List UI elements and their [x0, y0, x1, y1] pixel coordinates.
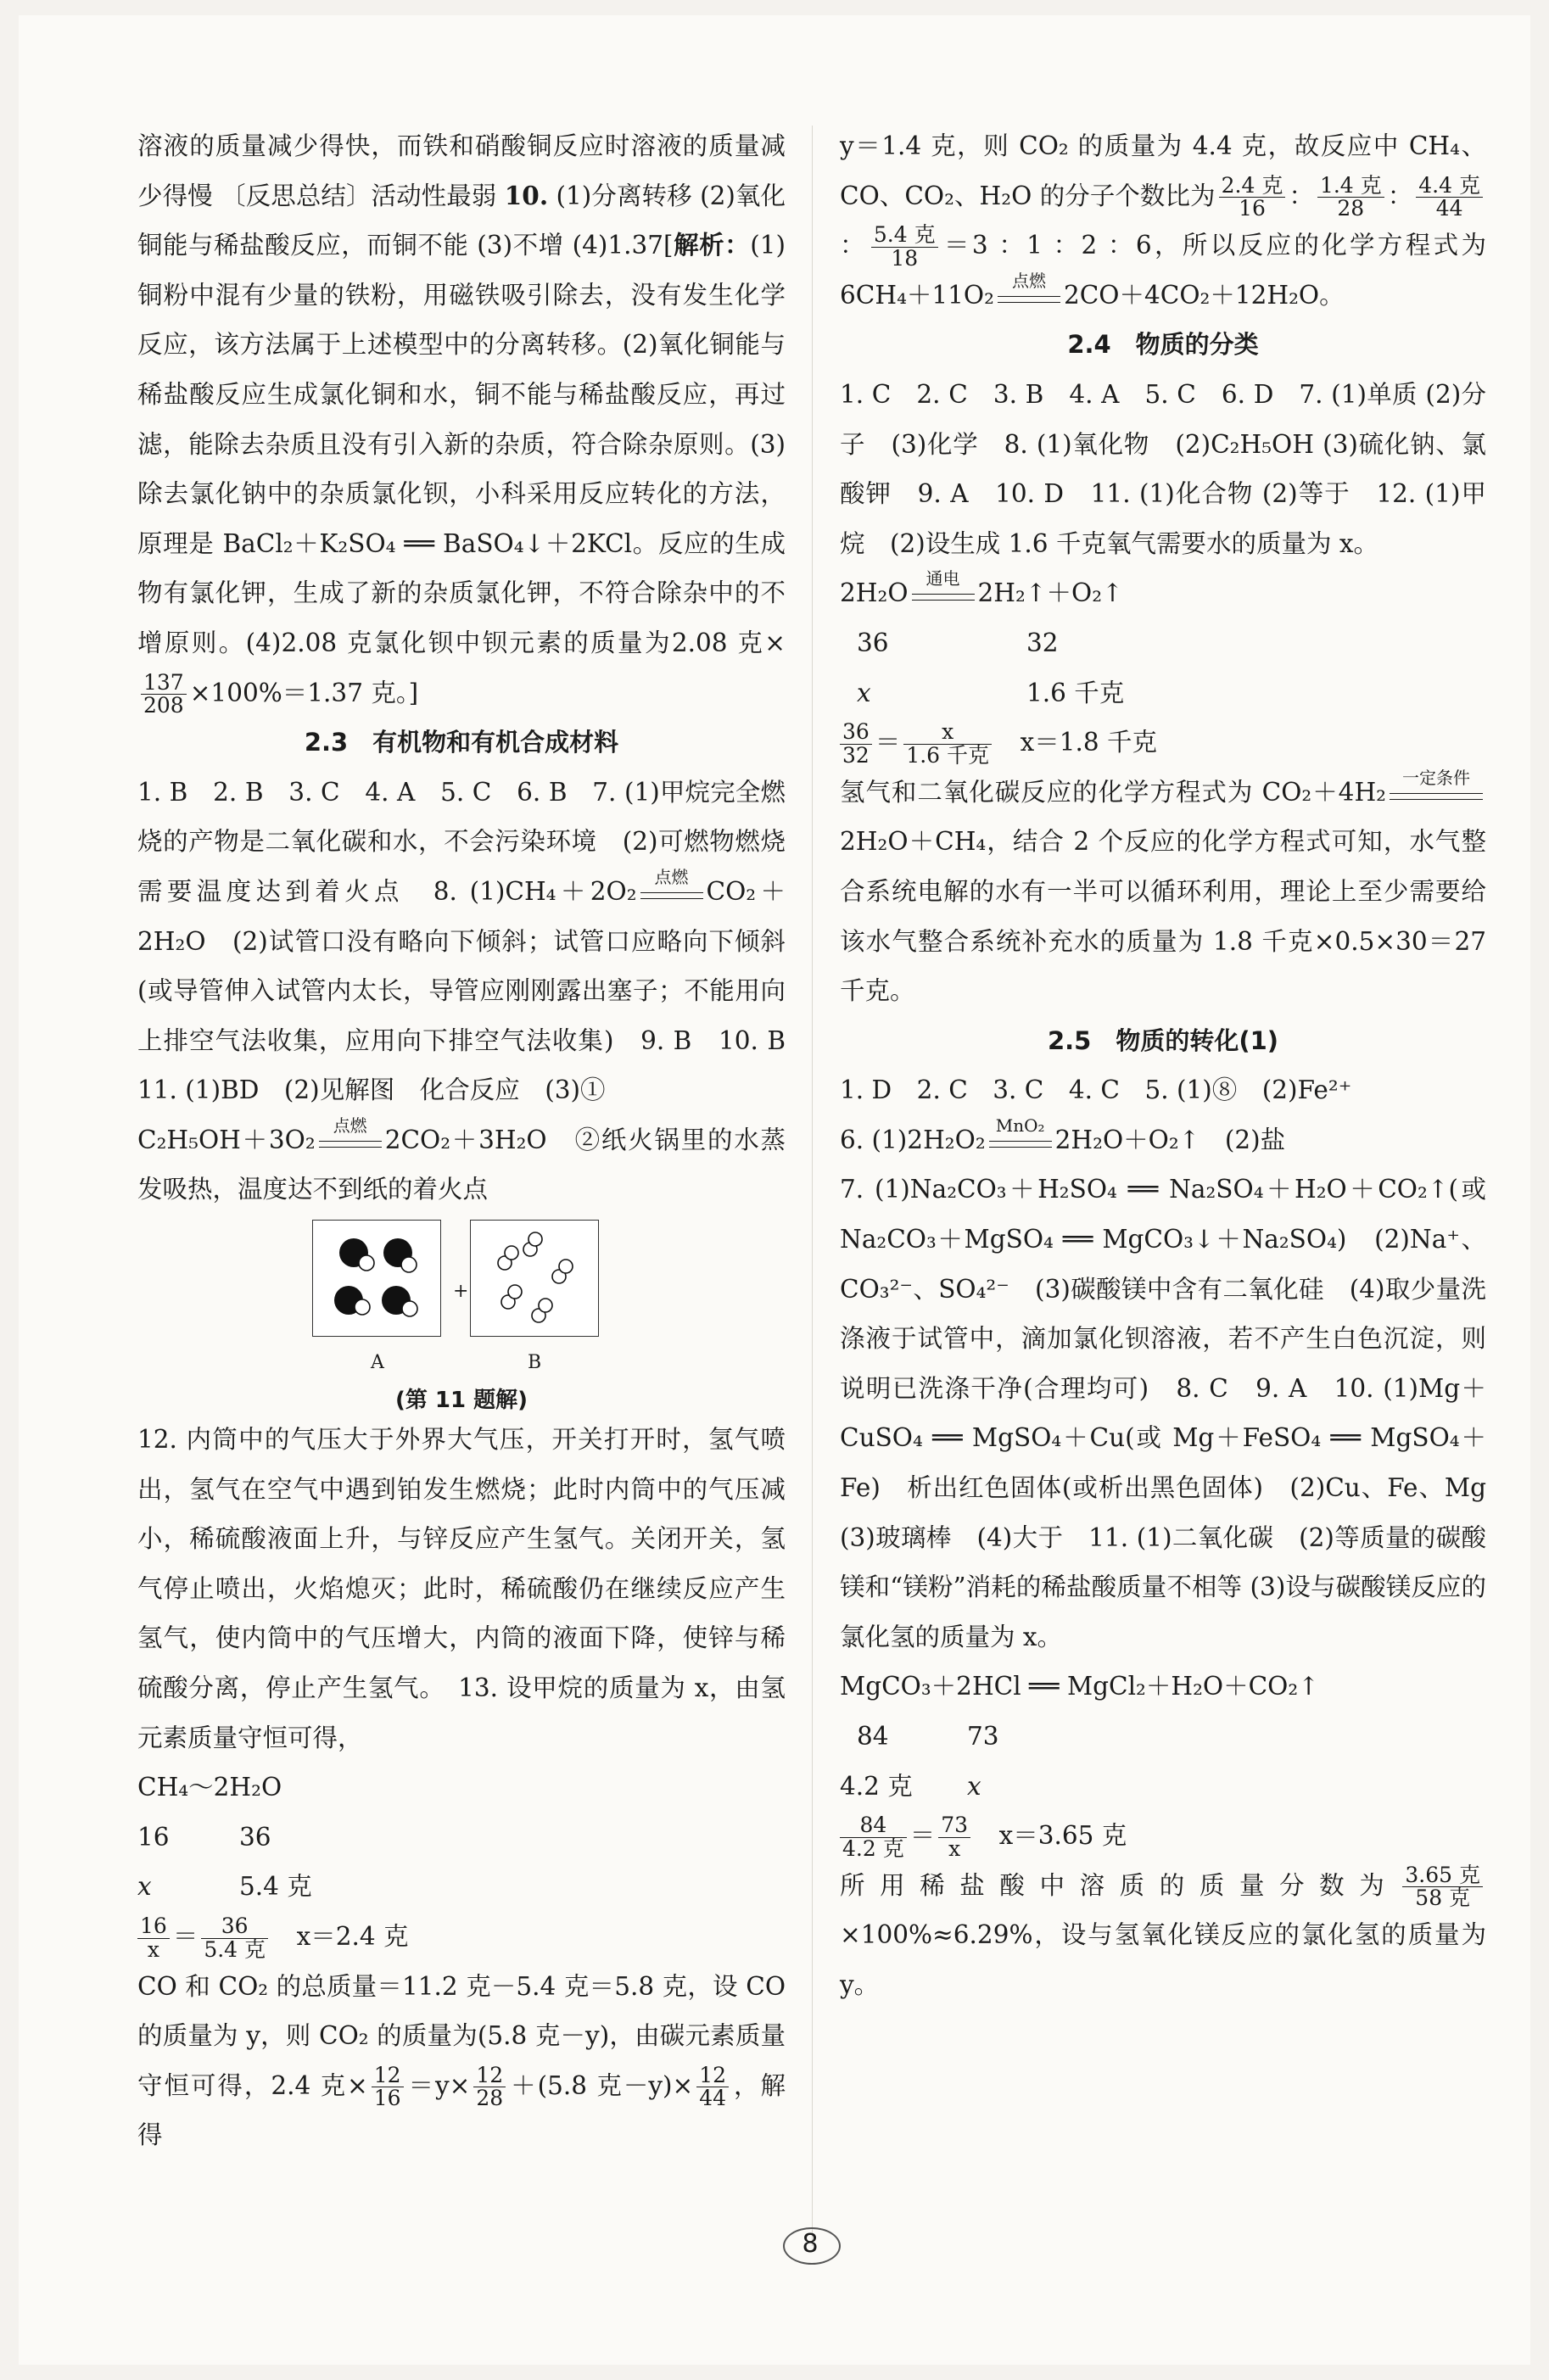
q13-row: x 5.4 克 [137, 1872, 312, 1902]
molecule-diagram-a [313, 1221, 440, 1336]
s23-answers: 1. B 2. B 3. C 4. A 5. C 6. B 7. (1)甲烷完全燃烧的产物是二氧化碳和水，不会污染环境 (2)可燃物燃烧需要温度达到着火点 8. (1)CH₄＋2O₂ 点燃 CO₂＋2H₂O (2)试管口没有略向下倾斜；试管口应略向下倾斜(或导管伸入试管内太长，导管应刚刚露出塞子；不能用向上排空气法收集，应用向下排空气法收集) 9. B 10. B 11. (1)BD (2)见解图 化合反应 (3)① [137, 777, 811, 1105]
right-column [840, 121, 1512, 2010]
q13-paragraph-2: CO 和 CO₂ 的总质量＝11.2 克－5.4 克＝5.8 克，设 CO 的质量为 y，则 CO₂ 的质量为(5.8 克－y)，由碳元素质量守恒可得，2.4 克× $\frac{12}{16}$ ＝y× $\frac{12}{28}$ ＋(5.8 克－y)× $\frac{12}{44}$ ，解得 [137, 1971, 786, 2150]
s25-paragraph-3: 所用稀盐酸中溶质的质量分数为 $\frac{\text{3.65 克}}{\text{58 克}}$ ×100%≈6.29%，设与氢氧化镁反应的氯化氢的质量为 y。 [840, 1863, 1486, 1999]
section-title-2-3: 2.3 有机物和有机合成材料 [304, 728, 619, 757]
fraction: $\frac{137}{208}$ [141, 672, 187, 718]
s25-q6: 6. (1)2H₂O₂ MnO₂ 2H₂O＋O₂↑ (2)盐 [840, 1115, 1286, 1154]
s23-equation: C₂H₅OH＋3O₂ 点燃 2CO₂＋3H₂O ②纸火锅里的水蒸发吸热，温度达不到纸的着火点 [137, 1115, 786, 1204]
reaction-arrow: MnO₂ [989, 1129, 1052, 1154]
s25-proportion: $\frac{84}{\text{4.2 克}}$ ＝ $\frac{73}{x}$ x＝3.65 克 [840, 1811, 1486, 1861]
page-number: 8 [776, 2224, 844, 2265]
left-column [137, 121, 811, 2160]
q12-q13-paragraph: 12. 内筒中的气压大于外界大气压，开关打开时，氢气喷出，氢气在空气中遇到铂发生燃烧；此时内筒中的气压减小，稀硫酸液面上升，与锌反应产生氢气。关闭开关，氢气停止喷出，火焰熄灭；此时，稀硫酸仍在继续反应产生氢气，使内筒中的气压增大，内筒的液面下降，使锌与稀硫酸分离，停止产生氢气。 13. 设甲烷的质量为 x，由氢元素质量守恒可得， [137, 1425, 786, 1752]
q11-figure [137, 1220, 786, 1386]
q13-proportion: $\frac{16}{x}$ ＝ $\frac{36}{\text{5.4 克}}$ x＝2.4 克 [137, 1912, 786, 1962]
s25-row: 4.2 克 x [840, 1771, 981, 1801]
q13-row: 16 36 [137, 1822, 271, 1852]
figure-caption: (第 11 题解) [394, 1388, 528, 1414]
diagram-box-a [312, 1220, 441, 1337]
q13-continued: y＝1.4 克，则 CO₂ 的质量为 4.4 克，故反应中 CH₄、CO、CO₂、H₂O 的分子个数比为 $\frac{\text{2.4 克}}{16}$ ： $\frac{\text{1.4 克}}{28}$ ： $\frac{\text{4.4 克}}{44}$ ： $\frac{\text{5.4 克}}{18}$ ＝3 ：1 ：2 ：6，所以反应的化学方程式为 6CH₄＋11O₂ 点燃 2CO＋4CO₂＋12H₂O。 [840, 131, 1486, 310]
reaction-arrow: 点燃 [640, 880, 703, 906]
label-a: A [371, 1352, 384, 1374]
label-b: B [528, 1352, 542, 1374]
reaction-arrow: 点燃 [998, 284, 1060, 310]
s24-paragraph-2: 氢气和二氧化碳反应的化学方程式为 CO₂＋4H₂ 一定条件 2H₂O＋CH₄，结合 2 个反应的化学方程式可知，水气整合系统电解的水有一半可以循环利用，理论上至少需要给该水气整合系统补充水的质量为 1.8 千克×0.5×30＝27 千克。 [840, 767, 1486, 1006]
s25-paragraph: 7. (1)Na₂CO₃＋H₂SO₄ ══ Na₂SO₄＋H₂O＋CO₂↑(或 Na₂CO₃＋MgSO₄ ══ MgCO₃↓＋Na₂SO₄) (2)Na⁺、CO₃²⁻、SO₄²⁻ (3)碳酸镁中含有二氧化硅 (4)取少量洗涤液于试管中，滴加氯化钡溶液，若不产生白色沉淀，则说明已洗涤干净(合理均可) 8. C 9. A 10. (1)Mg＋CuSO₄ ══ MgSO₄＋Cu(或 Mg＋FeSO₄ ══ MgSO₄＋Fe) 析出红色固体(或析出黑色固体) (2)Cu、Fe、Mg (3)玻璃棒 (4)大于 11. (1)二氧化碳 (2)等质量的碳酸镁和“镁粉”消耗的稀盐酸质量不相等 (3)设与碳酸镁反应的氯化氢的质量为 x。 [840, 1175, 1512, 1651]
column-divider [812, 126, 813, 2246]
plus-sign: + [453, 1281, 469, 1303]
answer-page [19, 15, 1530, 2365]
section-title-2-4: 2.4 物质的分类 [1067, 330, 1259, 360]
s24-equation: 2H₂O 通电 2H₂↑＋O₂↑ [840, 568, 1123, 608]
q13-relation: CH₄～2H₂O [137, 1773, 282, 1802]
s24-row: 36 32 [857, 628, 1059, 657]
diagram-box-b [470, 1220, 599, 1337]
s25-row: 84 73 [857, 1722, 999, 1751]
section-title-2-5: 2.5 物质的转化(1) [1047, 1025, 1279, 1055]
q10-paragraph: 溶液的质量减少得快，而铁和硝酸铜反应时溶液的质量减少得慢 〔反思总结〕活动性最弱 10. (1)分离转移 (2)氧化铜能与稀盐酸反应，而铜不能 (3)不增 (4)1.37[解析：(1)铜粉中混有少量的铁粉，用磁铁吸引除去，没有发生化学反应，该方法属于上述模型中的分离转移。(2)氧化铜能与稀盐酸反应生成氯化铜和水，铜不能与稀盐酸反应，再过滤，能除去杂质且没有引入新的杂质，符合除杂原则。(3)除去氯化钠中的杂质氯化钡，小科采用反应转化的方法，原理是 BaCl₂＋K₂SO₄ ══ BaSO₄↓＋2KCl。反应的生成物有氯化钾，生成了新的杂质氯化钾，不符合除杂中的不增原则。(4)2.08 克氯化钡中钡元素的质量为2.08 克× $\frac{137}{208}$ ×100%＝1.37 克。] [137, 131, 786, 718]
reaction-arrow: 通电 [912, 582, 975, 607]
s24-proportion: $\frac{36}{32}$ ＝ $\frac{x}{\text{1.6 千克}}$ x＝1.8 千克 [840, 718, 1486, 768]
reaction-arrow: 点燃 [319, 1129, 382, 1154]
reaction-arrow: 一定条件 [1390, 781, 1483, 807]
s25-answers: 1. D 2. C 3. C 4. C 5. (1)⑧ (2)Fe²⁺ [840, 1075, 1352, 1105]
molecule-diagram-b [471, 1221, 598, 1336]
s24-answers: 1. C 2. C 3. B 4. A 5. C 6. D 7. (1)单质 (2)分子 (3)化学 8. (1)氧化物 (2)C₂H₅OH (3)硫化钠、氯酸钾 9. A 10. D 11. (1)化合物 (2)等于 12. (1)甲烷 (2)设生成 1.6 千克氧气需要水的质量为 x。 [840, 379, 1486, 558]
s25-equation: MgCO₃＋2HCl ══ MgCl₂＋H₂O＋CO₂↑ [840, 1672, 1319, 1701]
s24-row: x 1.6 千克 [857, 678, 1125, 707]
